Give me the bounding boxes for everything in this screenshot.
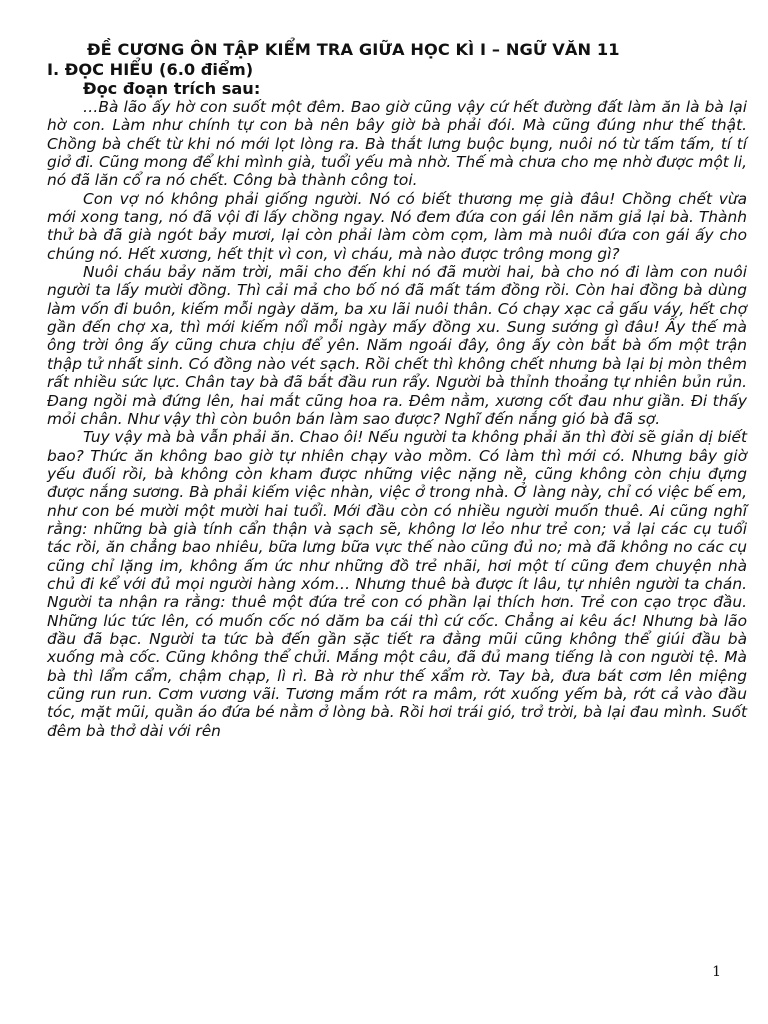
page-number: 1 [712, 964, 721, 980]
paragraph-1: …Bà lão ấy hờ con suốt một đêm. Bao giờ cũng vậy cứ hết đường đất làm ăn là bà lại hờ con. Làm như chính tự con bà nên bây giờ bà phải đói. Mà cũng đúng như thế thật. Chồng bà chết từ khi nó mới lọt lòng ra. Bà thắt lưng buộc bụng, nuôi nó từ tấm tấm, tí tí giở đi. Cũng mong để khi mình già, tuổi yếu mà nhờ. Thế mà chưa cho mẹ nhờ được một li, nó đã lăn cổ ra nó chết. Công bà thành công toi. [47, 98, 747, 190]
sub-heading: Đọc đoạn trích sau: [83, 79, 261, 98]
document-title: ĐỀ CƯƠNG ÔN TẬP KIỂM TRA GIỮA HỌC KÌ I – NGỮ VĂN 11 [87, 40, 620, 59]
paragraph-2: Con vợ nó không phải giống người. Nó có biết thương mẹ già đâu! Chồng chết vừa mới xong tang, nó đã vội đi lấy chồng ngay. Nó đem đứa con gái lên năm giả lại bà. Thành thử bà đã già ngót bảy mươi, lại còn phải làm còm cọm, làm mà nuôi đứa con gái ấy cho chúng nó. Hết xương, hết thịt vì con, vì cháu, mà nào được trông mong gì? [47, 189, 747, 263]
section-heading: I. ĐỌC HIỂU (6.0 điểm) [47, 60, 254, 79]
paragraph-3: Nuôi cháu bảy năm trời, mãi cho đến khi nó đã mười hai, bà cho nó đi làm con nuôi người ta lấy mười đồng. Thì cải mả cho bố nó đã mất tám đồng rồi. Còn hai đồng bà dùng làm vốn đi buôn, kiếm mỗi ngày dăm, ba xu lãi nuôi thân. Có chạy xạc cả gấu váy, hết chợ gần đến chợ xa, thì mới kiếm nổi mỗi ngày mấy đồng xu. Sung sướng gì đâu! Ấy thế mà ông trời ông ấy cũng chưa chịu để yên. Năm ngoái đây, ông ấy còn bắt bà ốm một trận thập tử nhất sinh. Có đồng nào vét sạch. Rồi chết thì không chết nhưng bà lại bị mòn thêm rất nhiều sức lực. Chân tay bà đã bắt đầu run rẩy. Người bà thỉnh thoảng tự nhiên bủn rủn. Đang ngồi mà đứng lên, hai mắt cũng hoa ra. Đêm nằm, xương cốt đau như giần. Đi thấy mỏi chân. Như vậy thì còn buôn bán làm sao được? Nghĩ đến nắng gió bà đã sợ. [47, 263, 747, 428]
document-page [47, 40, 747, 740]
paragraph-4: Tuy vậy mà bà vẫn phải ăn. Chao ôi! Nếu người ta không phải ăn thì đời sẽ giản dị biết bao? Thức ăn không bao giờ tự nhiên chạy vào mồm. Có làm thì mới có. Nhưng bây giờ yếu đuối rồi, bà không còn kham được những việc nặng nề, cũng không còn chịu đựng được nắng sương. Bà phải kiếm việc nhàn, việc ở trong nhà. Ở làng này, chỉ có việc bế em, như con bé mười một mười hai tuổi. Mới đầu còn có nhiều người muốn thuê. Ai cũng nghĩ rằng: những bà già tính cẩn thận và sạch sẽ, không lơ lẻo như trẻ con; vả lại các cụ tuổi tác rồi, ăn chẳng bao nhiêu, bữa lưng bữa vực thế nào cũng đủ no; mà đã không no các cụ cũng chỉ lặng im, không ấm ức như những đồ trẻ nhãi, hơi một tí cũng đem chuyện nhà chủ đi kể với đủ mọi người hàng xóm… Nhưng thuê bà được ít lâu, tự nhiên người ta chán. Người ta nhận ra rằng: thuê một đứa trẻ con có phần lại thích hơn. Trẻ con cạo trọc đầu. Những lúc tức lên, có muốn cốc nó dăm ba cái thì cứ cốc. Chẳng ai kêu ác! Nhưng bà lão đầu đã bạc. Người ta tức bà đến gần sặc tiết ra đằng mũi cũng không thể giúi đầu bà xuống mà cốc. Cũng không thể chửi. Mắng một câu, đã đủ mang tiếng là con người tệ. Mà bà thì lẩm cẩm, chậm chạp, lì rì. Bà rờ như thế xẩm rờ. Tay bà, đưa bát cơm lên miệng cũng run run. Cơm vương vãi. Tương mắm rớt ra mâm, rớt xuống yếm bà, rớt cả vào đầu tóc, mặt mũi, quần áo đứa bé nằm ở lòng bà. Rồi hơi trái gió, trở trời, bà lại đau mình. Suốt đêm bà thở dài với rên [47, 428, 747, 740]
